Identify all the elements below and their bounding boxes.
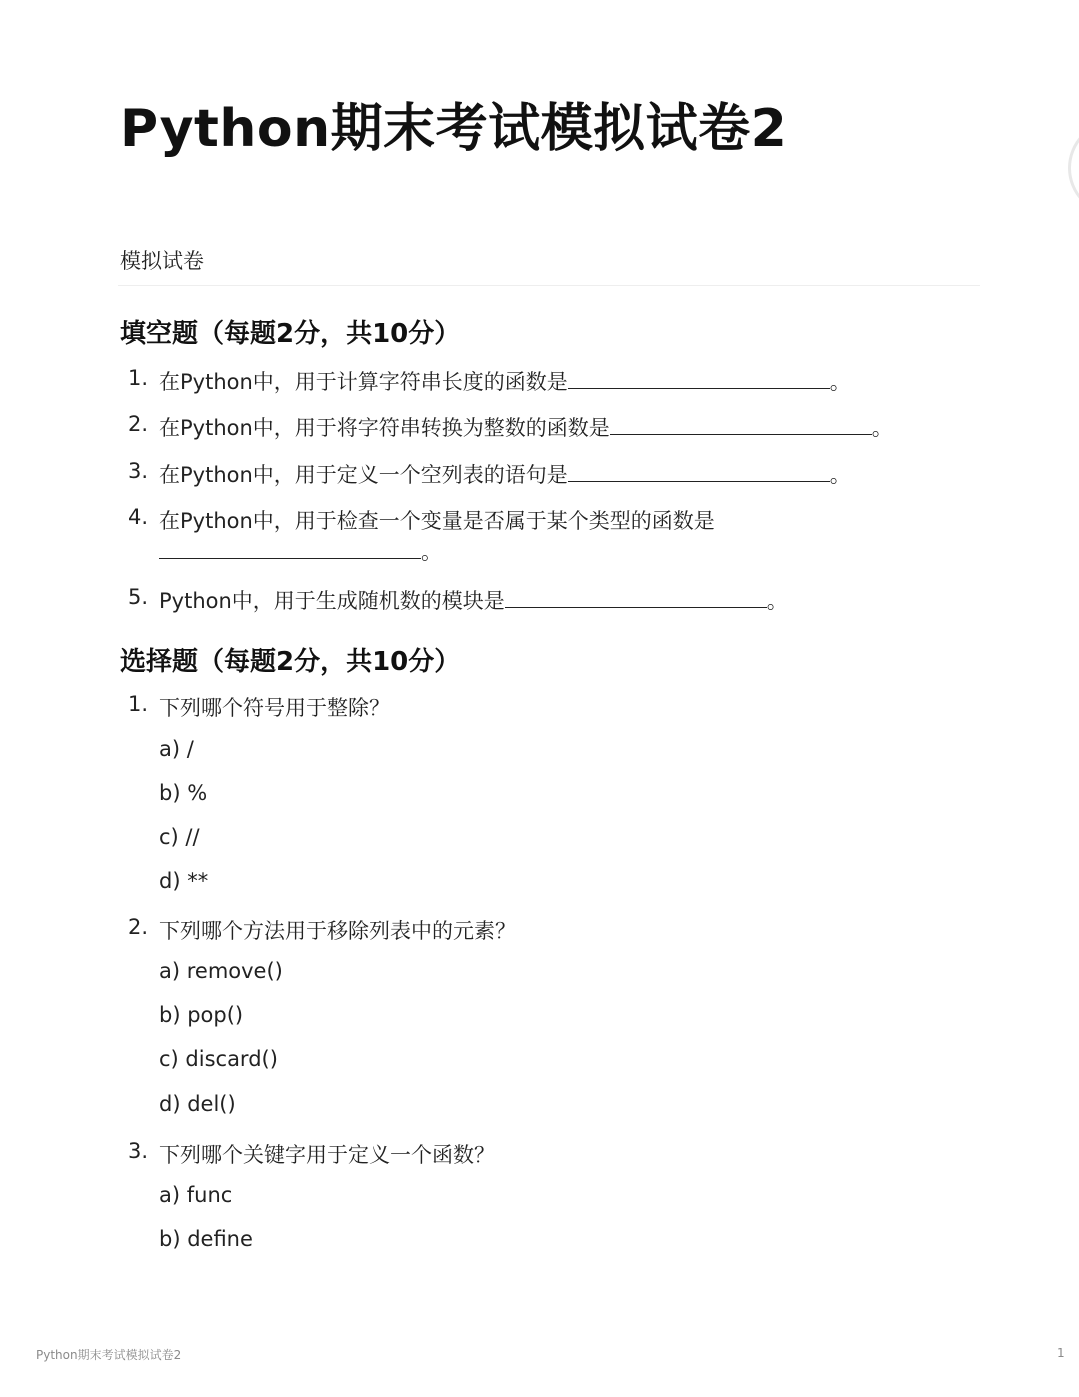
footer-document-name: Python期末考试模拟试卷2 <box>36 1348 182 1362</box>
fill-item-number: 5. <box>128 585 149 609</box>
answer-blank[interactable] <box>568 368 830 389</box>
choice-section-heading: 选择题（每题2分，共10分） <box>120 647 461 677</box>
fill-item-end: 。 <box>829 370 851 394</box>
answer-blank[interactable] <box>568 461 830 482</box>
fill-item-end: 。 <box>766 589 788 613</box>
fill-item-number: 2. <box>128 412 149 436</box>
question-number: 3. <box>128 1139 149 1163</box>
question-number: 1. <box>128 692 149 716</box>
question-text: 下列哪个关键字用于定义一个函数？ <box>159 1143 495 1167</box>
answer-blank[interactable] <box>505 587 767 608</box>
question-text: 下列哪个符号用于整除？ <box>159 696 390 720</box>
fill-item-text: 在Python中，用于将字符串转换为整数的函数是 <box>159 416 610 440</box>
fill-section-heading: 填空题（每题2分，共10分） <box>120 319 461 349</box>
fill-item-number: 4. <box>128 505 149 529</box>
answer-blank[interactable] <box>159 538 421 559</box>
question-text: 下列哪个方法用于移除列表中的元素？ <box>159 919 516 943</box>
option-1c[interactable]: c) // <box>159 825 200 849</box>
fill-item-4-blank-line <box>159 536 442 566</box>
edge-handle <box>1068 120 1079 216</box>
fill-item-text: 在Python中，用于检查一个变量是否属于某个类型的函数是 <box>159 509 715 533</box>
option-2c[interactable]: c) discard() <box>159 1047 278 1071</box>
option-2b[interactable]: b) pop() <box>159 1003 244 1027</box>
question-number: 2. <box>128 915 149 939</box>
fill-item-text: Python中，用于生成随机数的模块是 <box>159 589 505 613</box>
fill-item-number: 3. <box>128 459 149 483</box>
option-1d[interactable]: d) ** <box>159 869 209 893</box>
option-2d[interactable]: d) del() <box>159 1092 236 1116</box>
page-title: Python期末考试模拟试卷2 <box>120 99 788 159</box>
option-3b[interactable]: b) define <box>159 1227 253 1251</box>
option-1a[interactable]: a) / <box>159 737 194 761</box>
option-2a[interactable]: a) remove() <box>159 959 283 983</box>
page-subtitle: 模拟试卷 <box>120 249 204 273</box>
option-1b[interactable]: b) % <box>159 781 208 805</box>
fill-item-end: 。 <box>421 540 442 564</box>
fill-item-end: 。 <box>871 416 893 440</box>
divider <box>118 285 980 286</box>
footer-page-number: 1 <box>1057 1346 1065 1360</box>
fill-item-text: 在Python中，用于计算字符串长度的函数是 <box>159 370 568 394</box>
fill-item-end: 。 <box>829 463 851 487</box>
fill-item-number: 1. <box>128 366 149 390</box>
fill-item-text: 在Python中，用于定义一个空列表的语句是 <box>159 463 568 487</box>
option-3a[interactable]: a) func <box>159 1183 233 1207</box>
answer-blank[interactable] <box>610 414 872 435</box>
